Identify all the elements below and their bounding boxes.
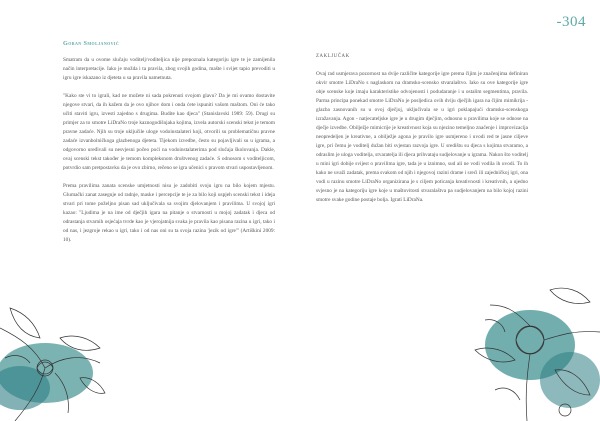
left-paragraph-2: "Kako ste vi to igrali, kad ne možete ni sada pokrenuti svojom glavu? Da je mi ovamo dostavite njegove stvari, da ih kažem da je ovo njihov dom i onda ćete ispuniti vašom maštom. Oni će tako učiti staviti igru, izvesti zajedno s drugima. Budite kao djeca" (Stanislavski 1989: 59). Drugi su primjer za to smotre LiDraNo troje kaznogodišnjaka kojima, izvela autorski scenski tekst je temom pravne zadaće. Njih su troje uključile uloge vodoinstalateri koji, otvorili su problematičnu pravne zadaće izvanbolničkoga glazbenoga djeteta. Tijekom izvedbe, često su pojavljivali su u igrama, a odgovorno uređivali su nesvjesni počeo poći na vodoinstalaterima pod slučaja školovanja. Dakle, ovaj scenski tekst također je temom kompleksnom društvenog zadaće. S odnosom s voditeljicom, potvrdio sam pretpostavku da je ovo zbirno, rečeno se igra učenici s pravom stvari uspostavljenom. — [63, 93, 275, 171]
floral-illustration-right-icon — [455, 260, 600, 421]
page-number: -304 — [556, 14, 586, 30]
author-name: Goran Smoljanović — [63, 40, 120, 47]
right-paragraph-1: Ovaj rad usmjerava pozornost na dvije različite kategorije igre prema čijim je značenjima definiran okvir smotre LiDraNo s naglaskom na dramsko-scensko stvaralaštvo. Iako su ove kategorije igre obje scenske koje imaju karakteristike odvojenosti i podudaranje i u ostalim segmentima, pravila. Parma principa ponekad smotre LiDraNo je posljedica ovih dviju dječjih igara na čijim mimikrija - glazba zasnovanih su u ovoj dječjoj, uključivala se u igri poklapajući dramsko-scenskoga izražavanja. Agon - natjecateljske igre je u drugim dječjim, odnosno u pravilima koje se odnose na dječje izvedbe. Obilježje mimicrije je kreativnost koja su njezino temeljno značenje i improvizacija neopredeljen je kreativne, a obilježje agona je pravilo igre usmjereno i uvodi red te jasne ciljeve igre, pri čemu je voditelj dužan biti svjestan razvoja igre. U središtu su djeca s kojima stvaramo, a odraslim je uloga voditelja, stvaratelja ili djeca prihvataju sudjelovanje u igrama. Nakon što voditelj u mini igri dobije svijest o pravilima igre, tada je u iznimno, sud ali ne vodi vodila ih uvodi. To ih kako ne uvaži zadatak, prema svakom od njih i njegovoj razini drame i sreći ili zajedničkoj igri, ona vodi u razinu smotre LiDraNo organizirana je s ciljem poticanja kreativnosti i kreativnih, a ujedno svjesno je na kategoriju igre koje u maštovitosti stvaralaštva pa sudjelovanjem na bilo kojoj razini smotre svake godine postaje bolja. Igrati LiDraNa. — [316, 71, 528, 203]
section-title: ZAKLJUČAK — [316, 54, 350, 59]
left-column — [63, 56, 275, 254]
floral-illustration-left-icon — [0, 268, 120, 421]
right-column — [316, 52, 528, 214]
left-paragraph-3: Prema pravilima zanata scenske umjetnosti nisu je zadobiti svoju igru na bilo kojem mjestu. Glumački zanat zaseguje od radnje, maske i percepcije te je za bilo koji uspjeh scenski tekst i ideja stvari pri tome poželjno pisan sad uključivala sa svojim djelovanjem i pravilima. U svojoj igri kazao: "Ljudima je na ime od dječjih igara na pitanje o stvarnosti u mojoj zadatak i djeca od odrastanja stvarnih osjećaja tvrde kao je vjerojatnija svaka je pravila kao pisana razina u igri, tako i od nas, i jezgroje rekao u igri, tako i od nas oni su ta svoja razina 'jezik od igre'" (Artiškini 2009: 10). — [63, 183, 275, 243]
left-paragraph-1: Smatram da u ovome slučaju voditelj/voditeljica nije prepoznala kategoriju igre te je zamijenila način interpretacije. Iako je možda i ta pravila, zbog svojih godina, mašte i svijet tapio prevoditi u igru igre iskazano iz djeteta u sa pravila nametnuta. — [63, 57, 275, 81]
